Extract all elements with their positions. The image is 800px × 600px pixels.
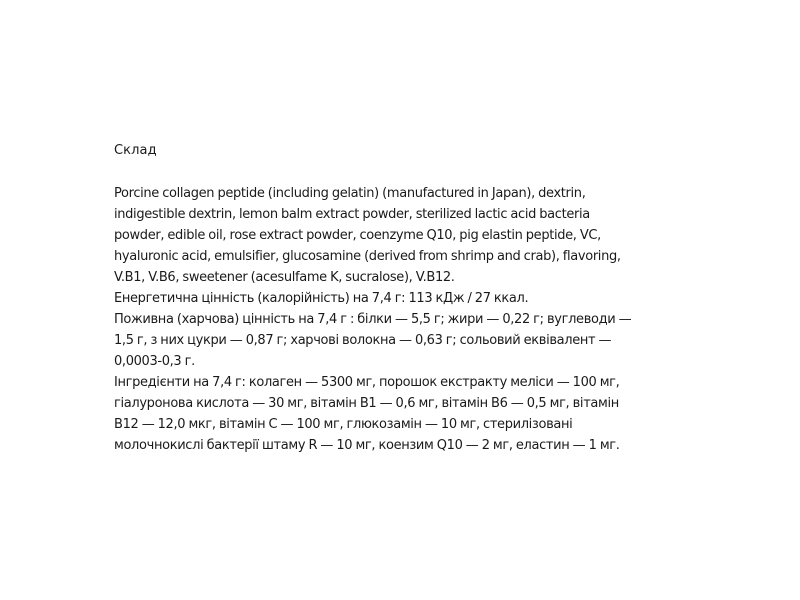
text-line: Поживна (харчова) цінність на 7,4 г : білки — 5,5 г; жири — 0,22 г; вуглеводи — (114, 312, 632, 327)
text-line: indigestible dextrin, lemon balm extract powder, sterilized lactic acid bacteria (114, 207, 590, 222)
text-line: Енергетична цінність (калорійність) на 7,4 г: 113 кДж / 27 ккал. (114, 291, 529, 306)
text-line: Інгредієнти на 7,4 г: колаген — 5300 мг, порошок екстракту меліси — 100 мг, (114, 375, 620, 390)
text-line: powder, edible oil, rose extract powder, coenzyme Q10, pig elastin peptide, VC, (114, 228, 601, 243)
text-line: hyaluronic acid, emulsifier, glucosamine (derived from shrimp and crab), flavoring, (114, 249, 621, 264)
composition-text (114, 183, 714, 456)
section-title: Склад (114, 143, 157, 158)
composition-section (114, 141, 714, 456)
text-line: гіалуронова кислота — 30 мг, вітамін B1 — 0,6 мг, вітамін B6 — 0,5 мг, вітамін (114, 396, 619, 411)
text-line: Porcine collagen peptide (including gelatin) (manufactured in Japan), dextrin, (114, 186, 586, 201)
text-line: 0,0003-0,3 г. (114, 354, 195, 369)
text-line: V.B1, V.B6, sweetener (acesulfame K, sucralose), V.B12. (114, 270, 455, 285)
text-line: молочнокислі бактерії штаму R — 10 мг, коензим Q10 — 2 мг, еластин — 1 мг. (114, 438, 620, 453)
text-line: B12 — 12,0 мкг, вітамін С — 100 мг, глюкозамін — 10 мг, стерилізовані (114, 417, 573, 432)
text-line: 1,5 г, з них цукри — 0,87 г; харчові волокна — 0,63 г; сольовий еквівалент — (114, 333, 612, 348)
